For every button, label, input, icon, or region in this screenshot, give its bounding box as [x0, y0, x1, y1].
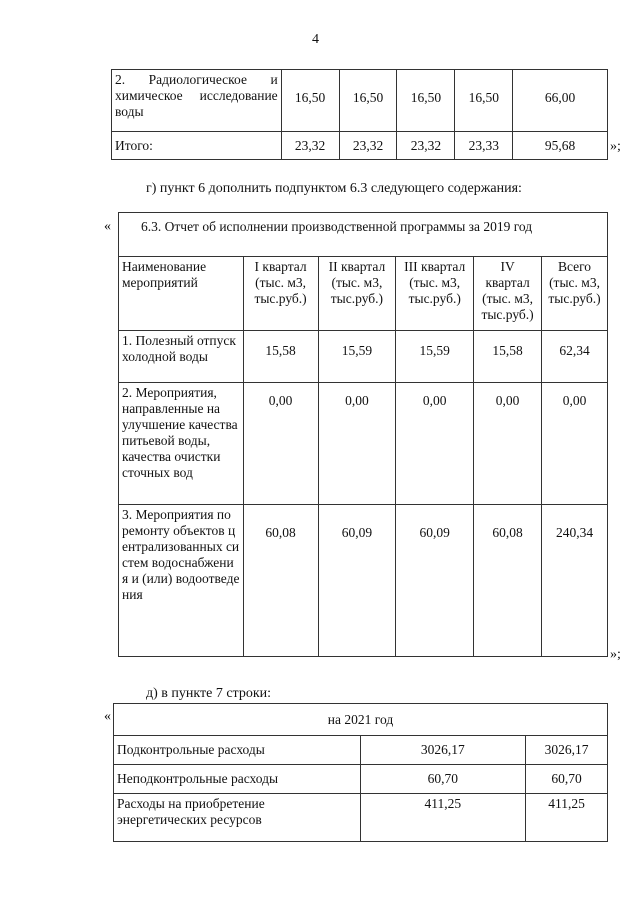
page-number: 4 — [312, 32, 319, 47]
cell-value: 3026,17 — [526, 736, 608, 765]
cell-value: 15,58 — [474, 331, 542, 383]
cell-value: 16,50 — [455, 70, 513, 132]
header-cell: Наименование мероприятий — [119, 257, 244, 331]
cell-value: 411,25 — [526, 794, 608, 842]
row-name: 3. Мероприятия по ремонту объектов централизованных систем водоснабжения и (или) водоотведения — [119, 505, 244, 657]
table-row — [112, 132, 608, 160]
header-cell: IV квартал (тыс. м3, тыс.руб.) — [474, 257, 542, 331]
cell-value: 62,34 — [542, 331, 608, 383]
cell-value: 16,50 — [397, 70, 455, 132]
cell-value: 16,50 — [339, 70, 397, 132]
row-name: 2. Мероприятия, направленные на улучшение качества питьевой воды, качества очистки сточных вод — [119, 383, 244, 505]
cell-value: 3026,17 — [360, 736, 526, 765]
cell-value: 0,00 — [474, 383, 542, 505]
cell-value: 60,08 — [474, 505, 542, 657]
header-cell: III квартал (тыс. м3, тыс.руб.) — [396, 257, 474, 331]
cell-value: 60,08 — [243, 505, 318, 657]
header-cell: II квартал (тыс. м3, тыс.руб.) — [318, 257, 396, 331]
cell-value: 16,50 — [281, 70, 339, 132]
cell-value: 15,58 — [243, 331, 318, 383]
cell-value: 240,34 — [542, 505, 608, 657]
cell-value: 23,32 — [281, 132, 339, 160]
closing-quote: »; — [610, 139, 621, 154]
cell-value: 411,25 — [360, 794, 526, 842]
table-title-row — [119, 213, 608, 257]
row-name: Подконтрольные расходы — [114, 736, 361, 765]
table-row — [112, 70, 608, 132]
paragraph-g: г) пункт 6 дополнить подпунктом 6.3 следующего содержания: — [146, 181, 522, 196]
table-title: 6.3. Отчет об исполнении производственной программы за 2019 год — [119, 213, 608, 257]
cell-value: 23,33 — [455, 132, 513, 160]
table-row — [119, 331, 608, 383]
table-header-row — [119, 257, 608, 331]
row-name: 2. Радиологическое и химическое исследование воды — [112, 70, 282, 132]
cell-value: 60,70 — [360, 765, 526, 794]
cell-value: 95,68 — [513, 132, 608, 160]
cell-value: 0,00 — [318, 383, 396, 505]
open-quote: « — [104, 219, 111, 234]
table-title: на 2021 год — [114, 704, 608, 736]
header-cell: I квартал (тыс. м3, тыс.руб.) — [243, 257, 318, 331]
table-row — [119, 505, 608, 657]
cell-value: 15,59 — [396, 331, 474, 383]
row-name: 1. Полезный отпуск холодной воды — [119, 331, 244, 383]
cell-value: 66,00 — [513, 70, 608, 132]
table-row — [119, 383, 608, 505]
paragraph-d: д) в пункте 7 строки: — [146, 686, 272, 701]
table-continuation — [111, 69, 608, 160]
cell-value: 15,59 — [318, 331, 396, 383]
cell-value: 60,09 — [318, 505, 396, 657]
table-row — [114, 765, 608, 794]
cell-value: 23,32 — [339, 132, 397, 160]
cell-value: 0,00 — [396, 383, 474, 505]
cell-value: 0,00 — [542, 383, 608, 505]
open-quote: « — [104, 709, 111, 724]
cell-value: 23,32 — [397, 132, 455, 160]
closing-quote: »; — [610, 647, 621, 662]
row-name: Итого: — [112, 132, 282, 160]
row-name: Расходы на приобретение энергетических ресурсов — [114, 794, 361, 842]
header-cell: Всего (тыс. м3, тыс.руб.) — [542, 257, 608, 331]
row-name: Неподконтрольные расходы — [114, 765, 361, 794]
table-row — [114, 736, 608, 765]
table-row — [114, 794, 608, 842]
report-table — [118, 212, 608, 657]
expenses-table — [113, 703, 608, 842]
cell-value: 60,09 — [396, 505, 474, 657]
cell-value: 0,00 — [243, 383, 318, 505]
cell-value: 60,70 — [526, 765, 608, 794]
table-title-row — [114, 704, 608, 736]
